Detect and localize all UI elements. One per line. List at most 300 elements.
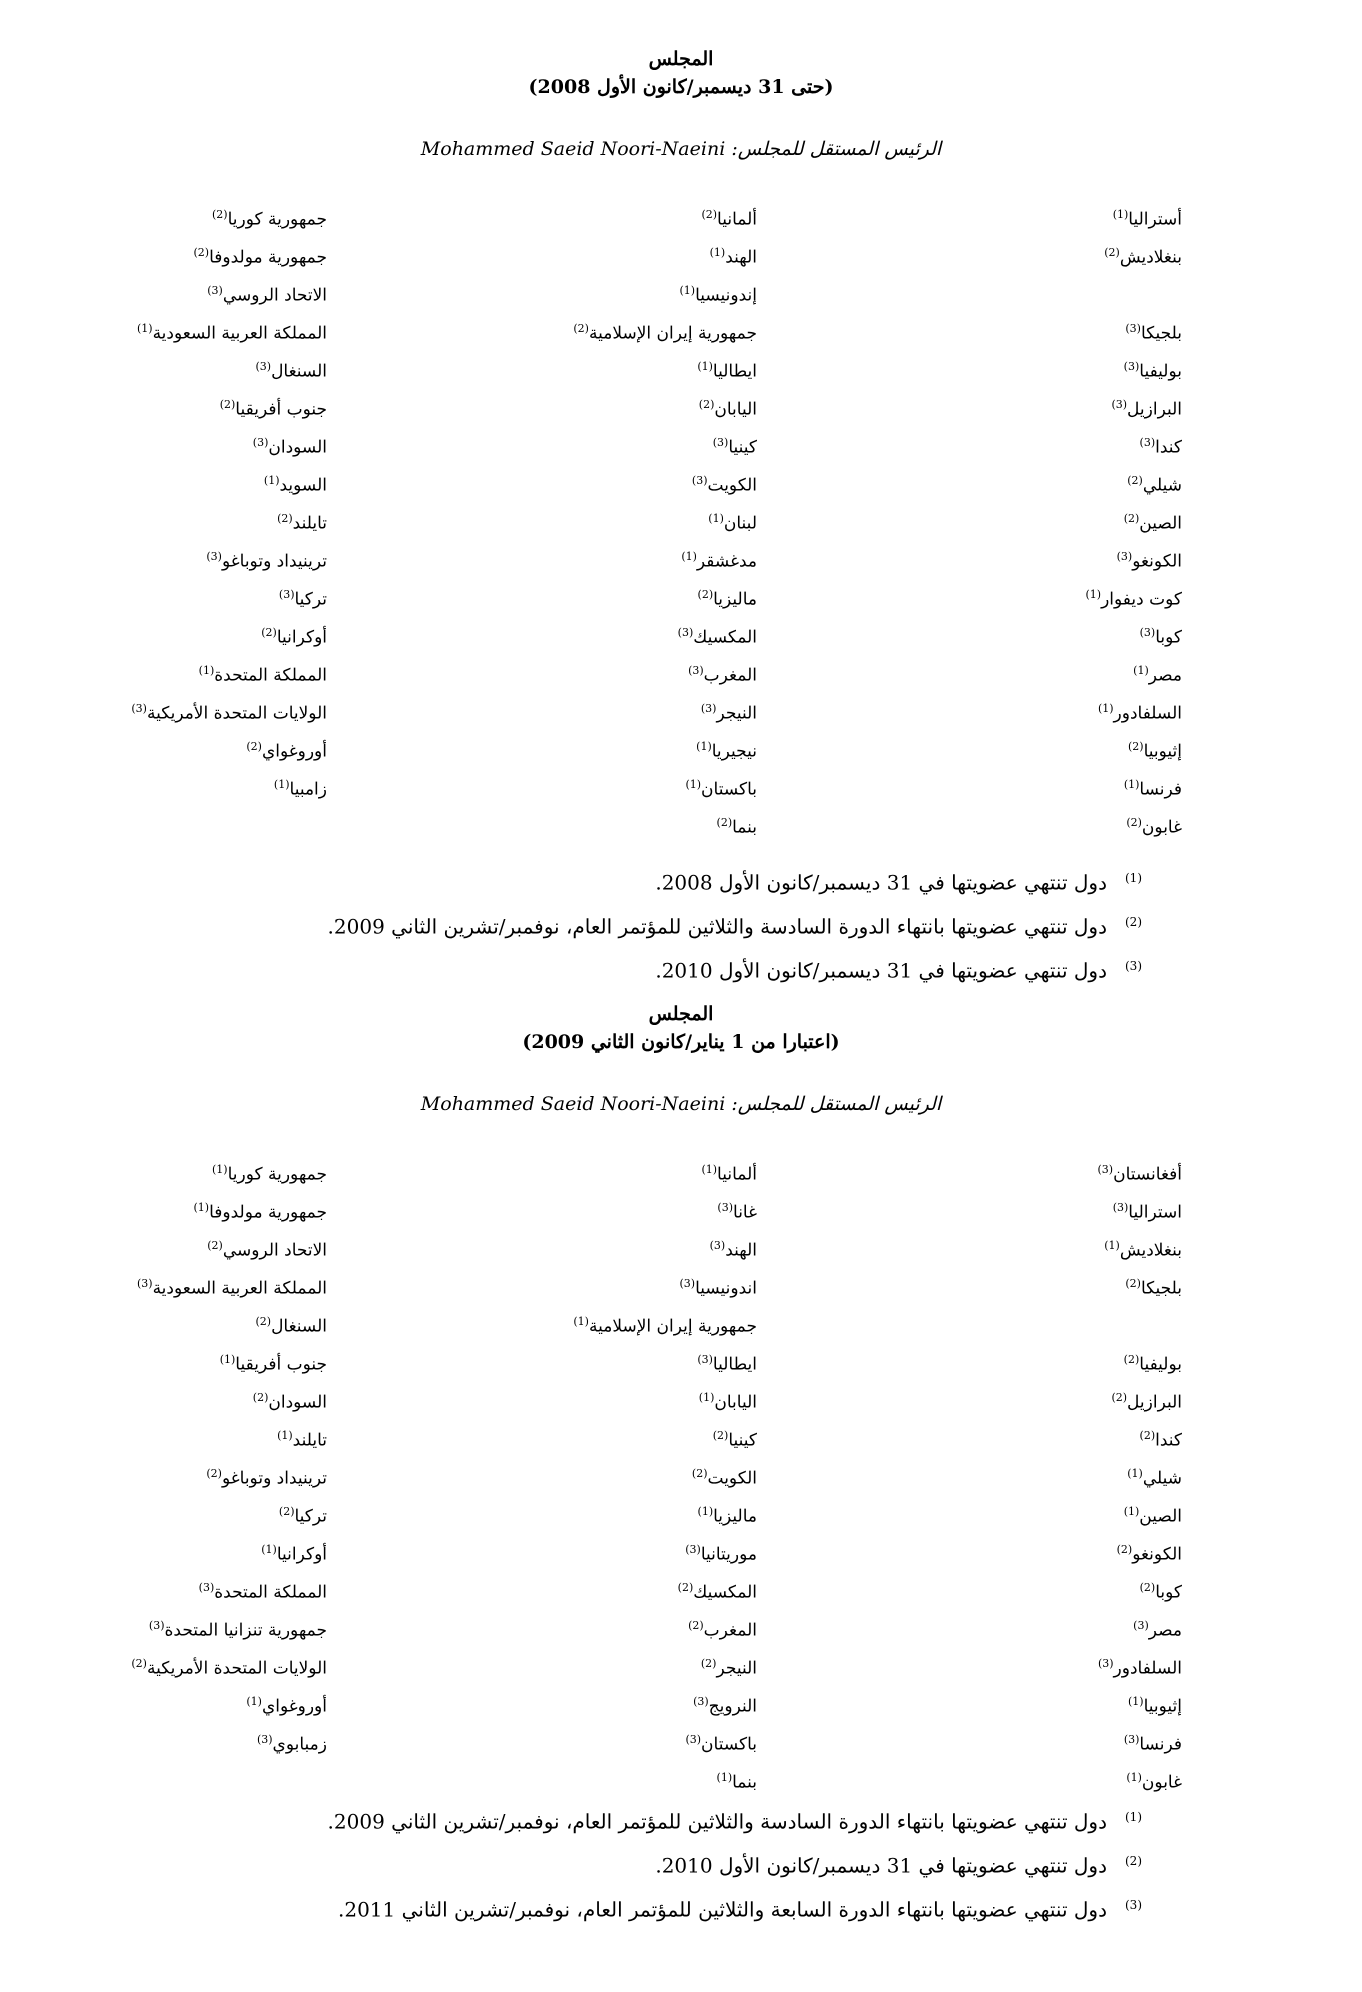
footnote — [0, 1795, 1362, 1839]
member-state — [0, 1227, 327, 1265]
member-state — [0, 690, 327, 728]
chair-label: الرئيس المستقل للمجلس: — [731, 1093, 942, 1115]
member-state — [0, 1531, 327, 1569]
member-state — [882, 728, 1182, 766]
member-state — [882, 652, 1182, 690]
term-note-marker: (1) — [1104, 1239, 1120, 1252]
term-note-marker: (3) — [677, 626, 694, 639]
term-note-marker: (3) — [1112, 1201, 1129, 1214]
term-note-marker: (3) — [1097, 1657, 1114, 1670]
term-note-marker: (2) — [1125, 1277, 1141, 1290]
member-state-name: تركيا — [294, 589, 327, 610]
term-note-marker: (2) — [255, 1315, 272, 1328]
term-note-marker: (2) — [697, 588, 714, 601]
term-note-marker: (1) — [263, 474, 280, 487]
member-state-name: الكويت — [707, 475, 757, 496]
member-state-name: جمهورية تنزانيا المتحدة — [164, 1620, 327, 1641]
member-state-name: استراليا — [1128, 1202, 1182, 1223]
footnote-text: دول تنتهي عضويتها في 31 ديسمبر/كانون الأول 2008. — [655, 870, 1107, 895]
member-state — [0, 652, 327, 690]
member-state — [0, 1379, 327, 1417]
member-state-name: تايلند — [292, 513, 327, 534]
member-state — [417, 1455, 757, 1493]
member-state-name: بنغلاديش — [1119, 1240, 1182, 1261]
member-state — [0, 1645, 327, 1683]
term-note-marker: (1) — [1085, 588, 1102, 601]
term-note-marker: (3) — [691, 474, 708, 487]
member-state-name: أوروغواي — [261, 741, 327, 762]
independent-chair-line — [0, 138, 1362, 160]
term-note-marker: (2) — [1139, 1429, 1156, 1442]
member-state-name: أوكرانيا — [276, 627, 327, 648]
member-state — [882, 348, 1182, 386]
member-state-name: البرازيل — [1127, 1392, 1182, 1413]
member-state-name: بلجيكا — [1140, 1278, 1182, 1299]
term-note-marker: (3) — [1097, 1163, 1114, 1176]
footnote-text: دول تنتهي عضويتها في 31 ديسمبر/كانون الأول 2010. — [655, 958, 1107, 983]
member-state-name: الاتحاد الروسي — [222, 1240, 327, 1261]
member-state — [882, 1683, 1182, 1721]
member-state-name: باكستان — [701, 779, 757, 800]
member-state-name: غابون — [1141, 817, 1182, 838]
term-note-marker: (1) — [1126, 1771, 1142, 1784]
chair-name: Mohammed Saeid Noori-Naeini — [420, 1093, 726, 1115]
term-note-marker: (1) — [701, 1163, 718, 1176]
term-note-marker: (3) — [685, 1543, 701, 1556]
member-state-name: زامبيا — [289, 779, 327, 800]
term-note-marker: (2) — [1123, 1353, 1140, 1366]
member-state-name: ترينيداد وتوباغو — [221, 551, 327, 572]
member-state-name: الولايات المتحدة الأمريكية — [146, 703, 327, 724]
term-note-marker: (2) — [691, 1467, 708, 1480]
term-note-marker: (2) — [211, 208, 228, 221]
term-note-marker: (3) — [697, 1353, 713, 1366]
term-note-marker: (3) — [709, 1239, 726, 1252]
section-title: المجلس — [648, 1003, 714, 1025]
term-note-marker: (3) — [685, 1733, 702, 1746]
term-note-marker: (1) — [698, 1391, 715, 1404]
member-state-name: مصر — [1148, 1620, 1182, 1641]
member-column-3 — [0, 1151, 327, 1759]
member-state-name: كوبا — [1155, 627, 1182, 648]
section-title: المجلس — [648, 48, 714, 70]
term-note-marker: (3) — [255, 360, 272, 373]
member-state — [0, 348, 327, 386]
term-note-marker: (1) — [193, 1201, 210, 1214]
member-state — [417, 386, 757, 424]
member-state-name: تركيا — [294, 1506, 327, 1527]
footnote-text: دول تنتهي عضويتها بانتهاء الدورة السادسة والثلاثين للمؤتمر العام، نوفمبر/تشرين الثاني 2009. — [327, 914, 1107, 939]
member-state-name: السلفادور — [1113, 1658, 1182, 1679]
member-state-name: إثيوبيا — [1143, 1696, 1182, 1717]
member-state — [0, 310, 327, 348]
member-state — [882, 1493, 1182, 1531]
member-state — [0, 1341, 327, 1379]
member-state-name: غانا — [733, 1202, 757, 1223]
member-state-name: كينيا — [728, 437, 757, 458]
member-state — [882, 1189, 1182, 1227]
member-state — [0, 500, 327, 538]
member-state-name: غابون — [1141, 1772, 1182, 1793]
term-note-marker: (2) — [278, 1505, 295, 1518]
term-note-marker: (1) — [1133, 664, 1149, 677]
member-state-name: بوليفيا — [1139, 1354, 1182, 1375]
term-note-marker: (2) — [573, 322, 589, 335]
member-state — [417, 1189, 757, 1227]
term-note-marker: (3) — [700, 702, 717, 715]
term-note-marker: (3) — [207, 284, 223, 297]
member-state — [417, 348, 757, 386]
term-note-marker: (1) — [136, 322, 153, 335]
member-state-name: ايطاليا — [712, 361, 757, 382]
member-state — [882, 500, 1182, 538]
member-state — [0, 1569, 327, 1607]
member-state — [417, 576, 757, 614]
member-state — [882, 1759, 1182, 1797]
term-note-marker: (1) — [708, 512, 724, 525]
member-state-name: باكستان — [701, 1734, 757, 1755]
member-column-2 — [417, 196, 757, 842]
member-state — [417, 614, 757, 652]
term-note-marker: (2) — [1139, 1581, 1156, 1594]
member-state — [417, 804, 757, 842]
term-note-marker: (1) — [681, 550, 697, 563]
member-state — [882, 386, 1182, 424]
term-note-marker: (3) — [278, 588, 295, 601]
member-state — [417, 652, 757, 690]
term-note-marker: (2) — [1111, 1391, 1128, 1404]
term-note-marker: (1) — [277, 1429, 293, 1442]
term-note-marker: (1) — [273, 778, 290, 791]
member-state — [882, 690, 1182, 728]
member-state — [417, 1341, 757, 1379]
member-state-name: السلفادور — [1113, 703, 1182, 724]
member-state — [417, 462, 757, 500]
member-state — [417, 1303, 757, 1341]
term-note-marker: (2) — [277, 512, 293, 525]
member-state-name: كندا — [1155, 1430, 1182, 1451]
member-state-name: الصين — [1139, 513, 1182, 534]
member-state-name: المملكة المتحدة — [214, 1582, 327, 1603]
term-note-marker: (1) — [697, 360, 713, 373]
term-note-marker: (2) — [207, 1239, 223, 1252]
member-state-name: الولايات المتحدة الأمريكية — [146, 1658, 327, 1679]
member-state — [882, 804, 1182, 842]
member-state — [417, 272, 757, 310]
footnote-number: (3) — [1124, 959, 1142, 973]
member-state-name: الكويت — [707, 1468, 757, 1489]
member-state — [417, 310, 757, 348]
term-note-marker: (2) — [206, 1467, 222, 1480]
member-state — [417, 766, 757, 804]
member-column-2 — [417, 1151, 757, 1797]
member-state — [417, 1227, 757, 1265]
term-note-marker: (2) — [688, 1619, 704, 1632]
member-state — [0, 1607, 327, 1645]
member-state-name: إندونيسيا — [695, 285, 757, 306]
term-note-marker: (2) — [1116, 1543, 1133, 1556]
term-note-marker: (3) — [148, 1619, 165, 1632]
member-state-name: شيلي — [1142, 475, 1182, 496]
member-state — [0, 462, 327, 500]
member-state — [882, 1531, 1182, 1569]
term-note-marker: (3) — [688, 664, 704, 677]
member-state-name: المملكة المتحدة — [214, 665, 327, 686]
term-note-marker: (1) — [219, 1353, 236, 1366]
footnote-number: (2) — [1124, 1854, 1142, 1868]
member-state — [0, 1189, 327, 1227]
term-note-marker: (2) — [1127, 474, 1143, 487]
member-state-name: البرازيل — [1127, 399, 1182, 420]
member-state-name: موريتانيا — [700, 1544, 757, 1565]
footnote-number: (2) — [1124, 915, 1142, 929]
member-state — [882, 1417, 1182, 1455]
term-note-marker: (3) — [1125, 322, 1141, 335]
member-state — [0, 1417, 327, 1455]
member-state-name: ألمانيا — [717, 209, 757, 230]
term-note-marker: (2) — [698, 398, 715, 411]
member-state — [417, 538, 757, 576]
footnote-text: دول تنتهي عضويتها في 31 ديسمبر/كانون الأول 2010. — [655, 1853, 1107, 1878]
member-state-name: الصين — [1139, 1506, 1182, 1527]
member-state-name: اندونيسيا — [695, 1278, 757, 1299]
member-state — [882, 196, 1182, 234]
member-state — [417, 424, 757, 462]
member-state — [417, 690, 757, 728]
member-state-name: بنما — [732, 1772, 757, 1793]
term-note-marker: (1) — [696, 740, 712, 753]
member-state-name: المملكة العربية السعودية — [152, 323, 327, 344]
member-state-name: السويد — [279, 475, 327, 496]
term-note-marker: (1) — [685, 778, 702, 791]
member-state — [417, 1721, 757, 1759]
member-state — [417, 1759, 757, 1797]
term-note-marker: (3) — [1139, 436, 1156, 449]
member-state — [0, 234, 327, 272]
member-state-name: ماليزيا — [713, 589, 757, 610]
member-state-name: بلجيكا — [1140, 323, 1182, 344]
member-column-1 — [882, 196, 1182, 842]
member-state-name: إثيوبيا — [1143, 741, 1182, 762]
member-state — [882, 576, 1182, 614]
member-state — [417, 1379, 757, 1417]
member-state — [417, 234, 757, 272]
member-state-name: المكسيك — [693, 1582, 757, 1603]
member-state — [417, 1417, 757, 1455]
member-state — [882, 272, 1182, 310]
member-state-name: المملكة العربية السعودية — [152, 1278, 327, 1299]
member-state-name: الهند — [725, 247, 757, 268]
term-note-marker: (2) — [219, 398, 236, 411]
member-column-1 — [882, 1151, 1182, 1797]
member-state — [417, 1683, 757, 1721]
member-state-name: مصر — [1148, 665, 1182, 686]
member-state-name: كينيا — [728, 1430, 757, 1451]
term-note-marker: (1) — [1127, 1695, 1144, 1708]
footnote — [0, 1883, 1362, 1927]
term-note-marker: (2) — [716, 816, 733, 829]
term-note-marker: (1) — [1123, 1505, 1140, 1518]
term-note-marker: (2) — [701, 208, 718, 221]
member-state-name: بنغلاديش — [1119, 247, 1182, 268]
term-note-marker: (3) — [256, 1733, 273, 1746]
member-state-name: تايلند — [292, 1430, 327, 1451]
term-note-marker: (2) — [712, 1429, 729, 1442]
member-column-3 — [0, 196, 327, 804]
member-state-name: جمهورية إيران الإسلامية — [588, 323, 757, 344]
term-note-marker: (1) — [1097, 702, 1114, 715]
member-state — [417, 1265, 757, 1303]
member-state-name: جنوب أفريقيا — [235, 399, 327, 420]
member-state-name: السودان — [268, 437, 327, 458]
member-state — [0, 766, 327, 804]
term-note-marker: (1) — [211, 1163, 228, 1176]
term-note-marker: (3) — [1111, 398, 1128, 411]
member-state — [882, 1607, 1182, 1645]
term-note-marker: (2) — [700, 1657, 717, 1670]
member-state — [882, 1455, 1182, 1493]
member-state-name: كوت ديفوار — [1101, 589, 1182, 610]
term-note-marker: (3) — [131, 702, 147, 715]
term-note-marker: (2) — [1104, 246, 1120, 259]
member-state-name: ترينيداد وتوباغو — [221, 1468, 327, 1489]
member-state — [0, 1493, 327, 1531]
member-state-name: جنوب أفريقيا — [235, 1354, 327, 1375]
member-state — [882, 1645, 1182, 1683]
section-subtitle: (اعتبارا من 1 يناير/كانون الثاني 2009) — [522, 1031, 840, 1053]
member-state-name: بنما — [732, 817, 757, 838]
term-note-marker: (3) — [206, 550, 222, 563]
footnote — [0, 856, 1362, 900]
member-state-name: الكونغو — [1132, 1544, 1182, 1565]
member-state — [417, 1645, 757, 1683]
footnote — [0, 900, 1362, 944]
member-state — [417, 1151, 757, 1189]
term-note-marker: (1) — [1123, 778, 1140, 791]
member-state-name: السنغال — [271, 361, 327, 382]
term-note-marker: (1) — [1112, 208, 1129, 221]
member-state — [0, 1683, 327, 1721]
member-state — [882, 1569, 1182, 1607]
member-state — [882, 1721, 1182, 1759]
member-state-name: جمهورية كوريا — [227, 209, 327, 230]
term-note-marker: (2) — [1126, 816, 1142, 829]
term-note-marker: (3) — [717, 1201, 734, 1214]
member-state-name: جمهورية كوريا — [227, 1164, 327, 1185]
member-state-name: نيجيريا — [711, 741, 757, 762]
chair-name: Mohammed Saeid Noori-Naeini — [420, 138, 726, 160]
member-state-name: مدغشقر — [696, 551, 757, 572]
member-state-name: جمهورية مولدوفا — [209, 1202, 327, 1223]
term-note-marker: (2) — [131, 1657, 147, 1670]
member-state — [882, 1265, 1182, 1303]
term-footnotes — [0, 856, 1362, 988]
member-state — [0, 196, 327, 234]
member-state-name: لبنان — [723, 513, 757, 534]
term-note-marker: (3) — [1139, 626, 1156, 639]
term-note-marker: (1) — [261, 1543, 277, 1556]
term-note-marker: (3) — [679, 1277, 696, 1290]
term-note-marker: (1) — [697, 1505, 714, 1518]
member-state — [417, 196, 757, 234]
member-state — [0, 728, 327, 766]
member-state-name: جمهورية مولدوفا — [209, 247, 327, 268]
member-state — [0, 1455, 327, 1493]
member-state — [882, 1151, 1182, 1189]
member-state — [417, 1569, 757, 1607]
term-note-marker: (1) — [246, 1695, 262, 1708]
term-note-marker: (2) — [1123, 512, 1140, 525]
member-state — [882, 766, 1182, 804]
member-state — [882, 462, 1182, 500]
member-state — [0, 614, 327, 652]
term-note-marker: (3) — [136, 1277, 153, 1290]
term-note-marker: (2) — [261, 626, 277, 639]
member-state — [882, 1341, 1182, 1379]
footnote-text: دول تنتهي عضويتها بانتهاء الدورة السابعة والثلاثين للمؤتمر العام، نوفمبر/تشرين الثاني 2011. — [338, 1897, 1107, 1922]
term-note-marker: (1) — [716, 1771, 733, 1784]
member-state — [0, 1721, 327, 1759]
member-state — [0, 1303, 327, 1341]
term-note-marker: (1) — [679, 284, 696, 297]
member-state — [0, 538, 327, 576]
footnote-text: دول تنتهي عضويتها بانتهاء الدورة السادسة والثلاثين للمؤتمر العام، نوفمبر/تشرين الثاني 2009. — [327, 1809, 1107, 1834]
member-state-name: النرويج — [708, 1696, 757, 1717]
member-state-name: الاتحاد الروسي — [222, 285, 327, 306]
term-note-marker: (2) — [252, 1391, 269, 1404]
member-state — [882, 424, 1182, 462]
term-note-marker: (3) — [1133, 1619, 1149, 1632]
member-state — [0, 272, 327, 310]
term-note-marker: (2) — [677, 1581, 694, 1594]
member-state-name: الهند — [725, 1240, 757, 1261]
member-state — [417, 1531, 757, 1569]
term-note-marker: (1) — [709, 246, 726, 259]
footnote-number: (1) — [1124, 1810, 1142, 1824]
member-state-name: السنغال — [271, 1316, 327, 1337]
member-state-name: شيلي — [1142, 1468, 1182, 1489]
footnote — [0, 1839, 1362, 1883]
member-state-name: فرنسا — [1139, 779, 1182, 800]
independent-chair-line — [0, 1093, 1362, 1115]
member-state — [882, 1303, 1182, 1341]
member-state — [417, 1607, 757, 1645]
member-state-name: أوروغواي — [261, 1696, 327, 1717]
chair-label: الرئيس المستقل للمجلس: — [731, 138, 942, 160]
member-state — [882, 1379, 1182, 1417]
member-state-name: كندا — [1155, 437, 1182, 458]
member-state-name: جمهورية إيران الإسلامية — [588, 1316, 757, 1337]
member-state-name: الكونغو — [1132, 551, 1182, 572]
member-state-name: ماليزيا — [713, 1506, 757, 1527]
member-state — [0, 424, 327, 462]
footnote-number: (1) — [1124, 871, 1142, 885]
member-state-name: اليابان — [714, 399, 757, 420]
member-state — [0, 1265, 327, 1303]
term-note-marker: (2) — [246, 740, 262, 753]
member-state-name: كوبا — [1155, 1582, 1182, 1603]
member-state — [0, 1151, 327, 1189]
term-note-marker: (3) — [198, 1581, 215, 1594]
member-state-name: أوكرانيا — [276, 1544, 327, 1565]
term-note-marker: (3) — [1123, 360, 1140, 373]
member-state-name: المغرب — [703, 1620, 757, 1641]
term-note-marker: (1) — [198, 664, 215, 677]
member-state — [0, 386, 327, 424]
member-state-name: ألمانيا — [717, 1164, 757, 1185]
member-state — [882, 234, 1182, 272]
term-note-marker: (1) — [573, 1315, 589, 1328]
